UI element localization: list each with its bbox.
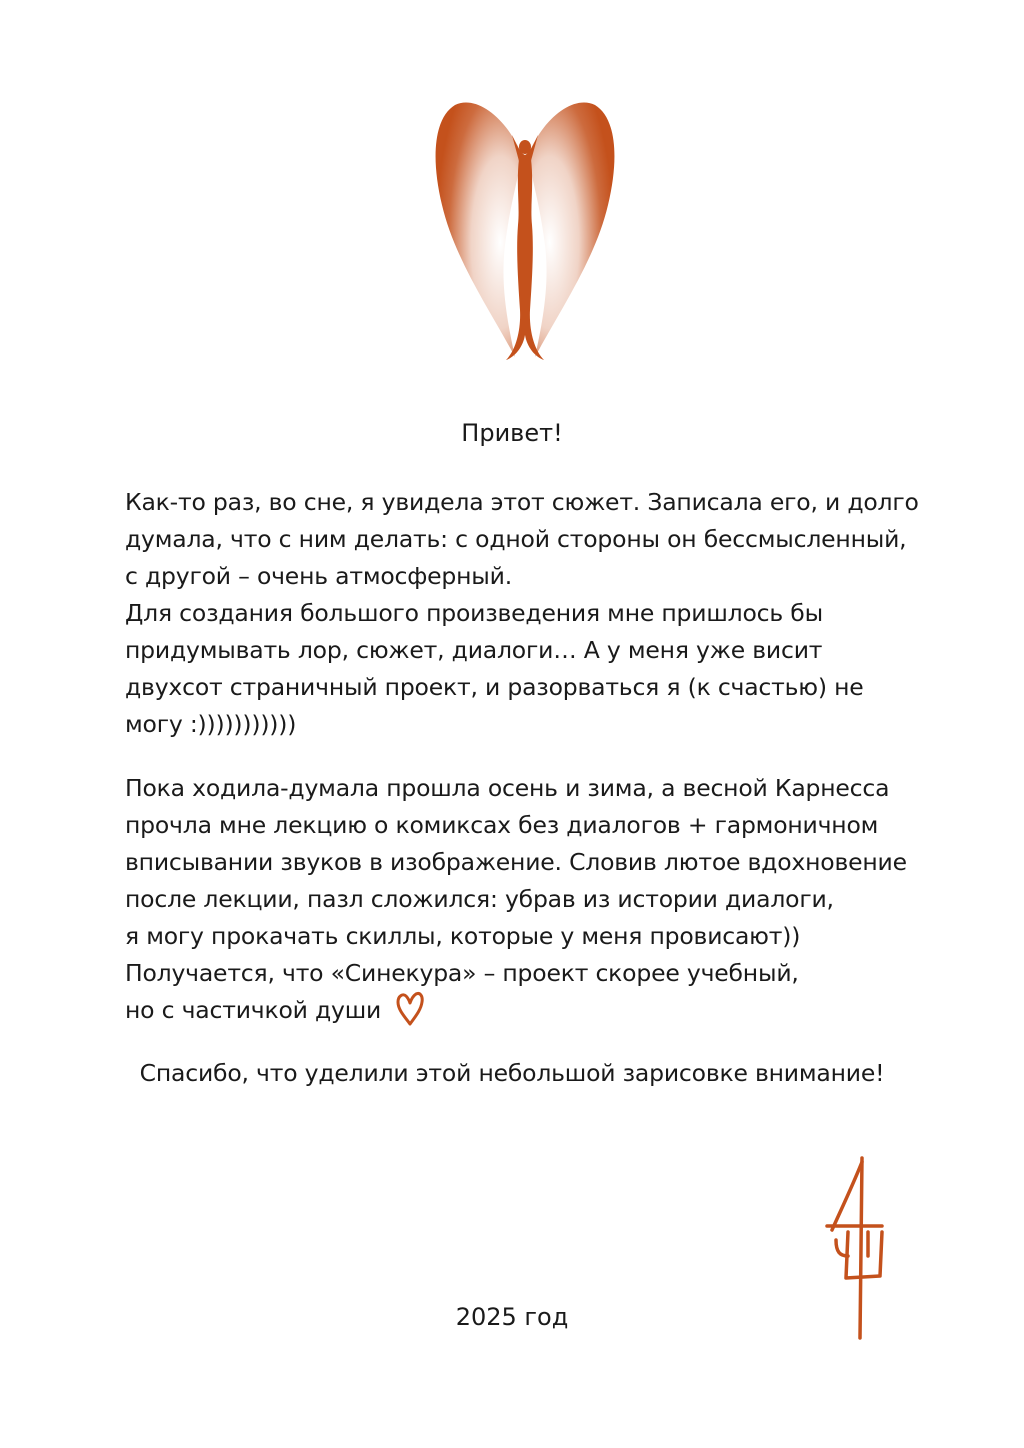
year-text: 2025 год [455, 1303, 569, 1331]
text-line: Получается, что «Синекура» – проект скорее учебный, [125, 959, 799, 987]
winged-figure-icon [430, 95, 620, 370]
heart-icon [395, 991, 425, 1027]
greeting: Привет! [461, 419, 563, 447]
text-line: Как-то раз, во сне, я увидела этот сюжет. Записала его, и долго [125, 488, 919, 516]
text-line: Пока ходила-думала прошла осень и зима, а весной Карнесса [125, 774, 890, 802]
text-line: придумывать лор, сюжет, диалоги… А у меня уже висит [125, 636, 823, 664]
text-line: после лекции, пазл сложился: убрав из истории диалоги, [125, 885, 834, 913]
paragraph-story [125, 770, 925, 1029]
text-line: прочла мне лекцию о комиксах без диалогов + гармоничном [125, 811, 879, 839]
text-line: но с частичкой души [125, 996, 382, 1024]
text-line: я могу прокачать скиллы, которые у меня провисают)) [125, 922, 801, 950]
text-line-with-heart [125, 992, 925, 1029]
thanks-text: Спасибо, что уделили этой небольшой зарисовке внимание! [139, 1059, 885, 1087]
text-line: с другой – очень атмосферный. [125, 562, 512, 590]
text-line: могу :))))))))))) [125, 710, 297, 738]
text-line: двухсот страничный проект, и разорваться я (к счастью) не [125, 673, 864, 701]
paragraph-intro [125, 484, 925, 743]
text-line: Для создания большого произведения мне пришлось бы [125, 599, 823, 627]
text-line: думала, что с ним делать: с одной стороны он бессмысленный, [125, 525, 907, 553]
text-line: вписывании звуков в изображение. Словив лютое вдохновение [125, 848, 907, 876]
